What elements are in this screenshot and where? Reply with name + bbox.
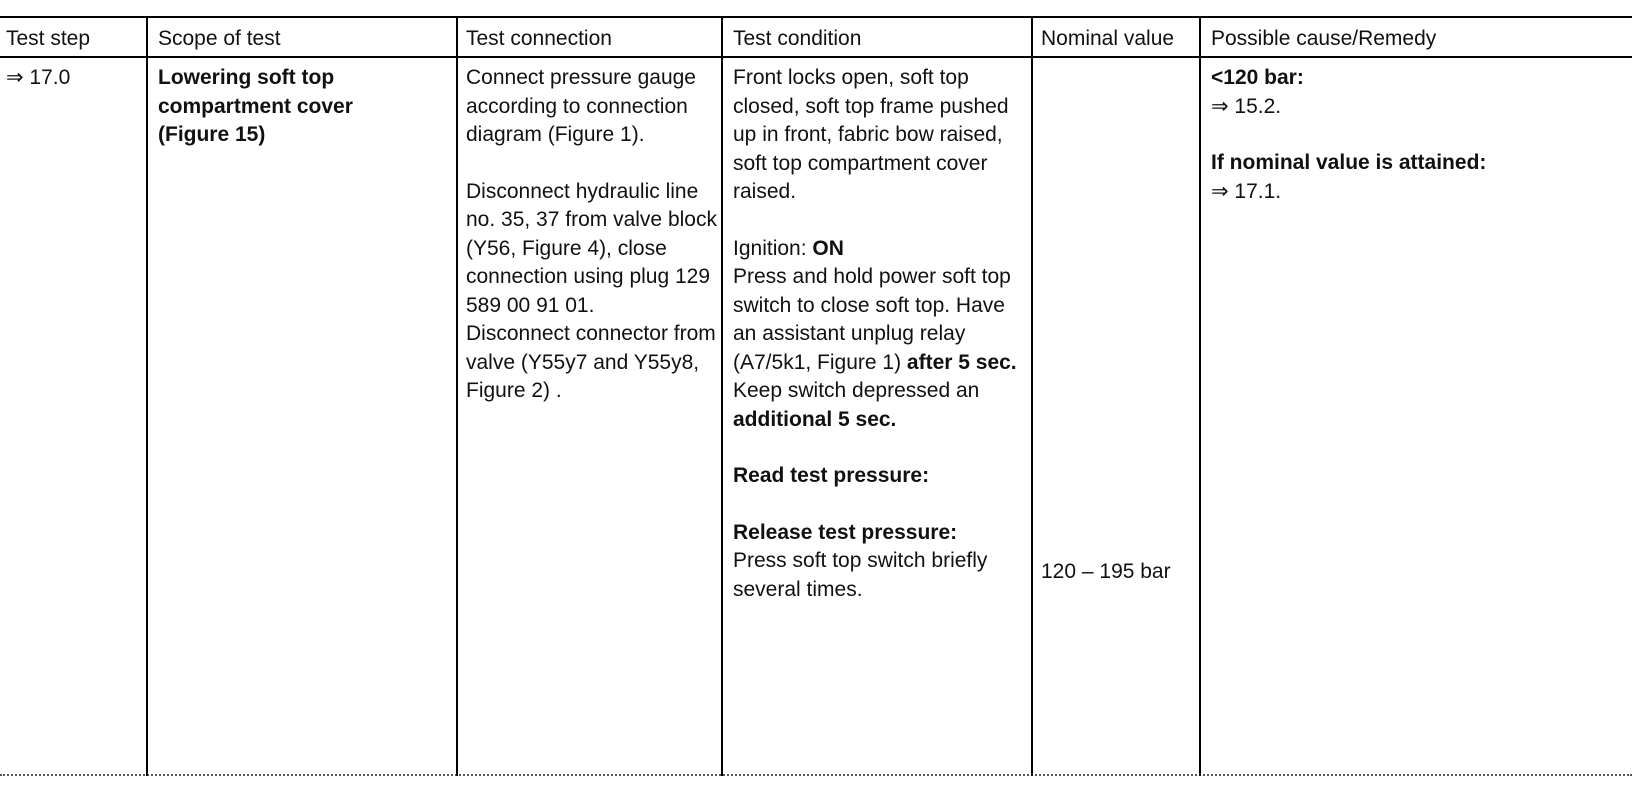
header-condition: Test condition: [733, 27, 862, 50]
test-step-value: ⇒ 17.0: [6, 66, 71, 89]
connection-text: [466, 64, 718, 406]
release-pressure-text: Press soft top switch briefly several times.: [733, 549, 988, 601]
remedy-text: [1211, 64, 1611, 206]
read-pressure-label: Read test pressure:: [733, 464, 930, 487]
connection-paragraph: Disconnect connector from valve (Y55y7 and Y55y8, Figure 2) .: [466, 322, 716, 402]
column-divider: [146, 16, 148, 776]
connection-paragraph: Connect pressure gauge according to connection diagram (Figure 1).: [466, 66, 696, 146]
scope-text: Lowering soft top compartment cover (Figure 15): [158, 66, 353, 146]
connection-paragraph: Disconnect hydraulic line no. 35, 37 from valve block (Y56, Figure 4), close connection using plug 129 589 00 91 01.: [466, 179, 717, 317]
nominal-value: 120 – 195 bar: [1041, 560, 1171, 583]
header-scope: Scope of test: [158, 27, 281, 50]
header-test-step: Test step: [6, 27, 91, 50]
remedy-reference: ⇒ 15.2.: [1211, 94, 1282, 118]
column-divider: [1199, 16, 1201, 776]
condition-paragraph: Front locks open, soft top closed, soft top frame pushed up in front, fabric bow raised, soft top compartment cover raised.: [733, 66, 1009, 203]
instruction-emphasis: additional 5 sec.: [733, 407, 897, 431]
ignition-label: Ignition:: [733, 236, 813, 260]
remedy-label: If nominal value is attained:: [1211, 151, 1487, 174]
release-pressure-label: Release test pressure:: [733, 520, 958, 544]
remedy-reference: ⇒ 17.1.: [1211, 179, 1282, 203]
header-rule: [0, 56, 1632, 58]
condition-instructions: [733, 263, 1023, 434]
condition-text: [733, 64, 1023, 604]
header-nominal: Nominal value: [1041, 27, 1175, 50]
table-top-rule: [0, 16, 1632, 18]
instruction-emphasis: after 5 sec.: [906, 350, 1017, 374]
column-divider: [456, 16, 458, 776]
column-divider: [721, 16, 723, 776]
instruction-part: Keep switch depressed an: [733, 379, 980, 402]
ignition-value: ON: [812, 236, 844, 260]
column-divider: [1031, 16, 1033, 776]
ignition-line: [733, 235, 1023, 264]
row-dotted-rule: [0, 774, 1632, 776]
instruction-part: Press and hold power soft top switch to close soft top. Have an assistant unplug relay (A7/5k1, Figure 1): [733, 265, 1011, 374]
header-connection: Test connection: [466, 27, 612, 50]
remedy-label: <120 bar:: [1211, 66, 1304, 89]
header-remedy: Possible cause/Remedy: [1211, 27, 1437, 50]
